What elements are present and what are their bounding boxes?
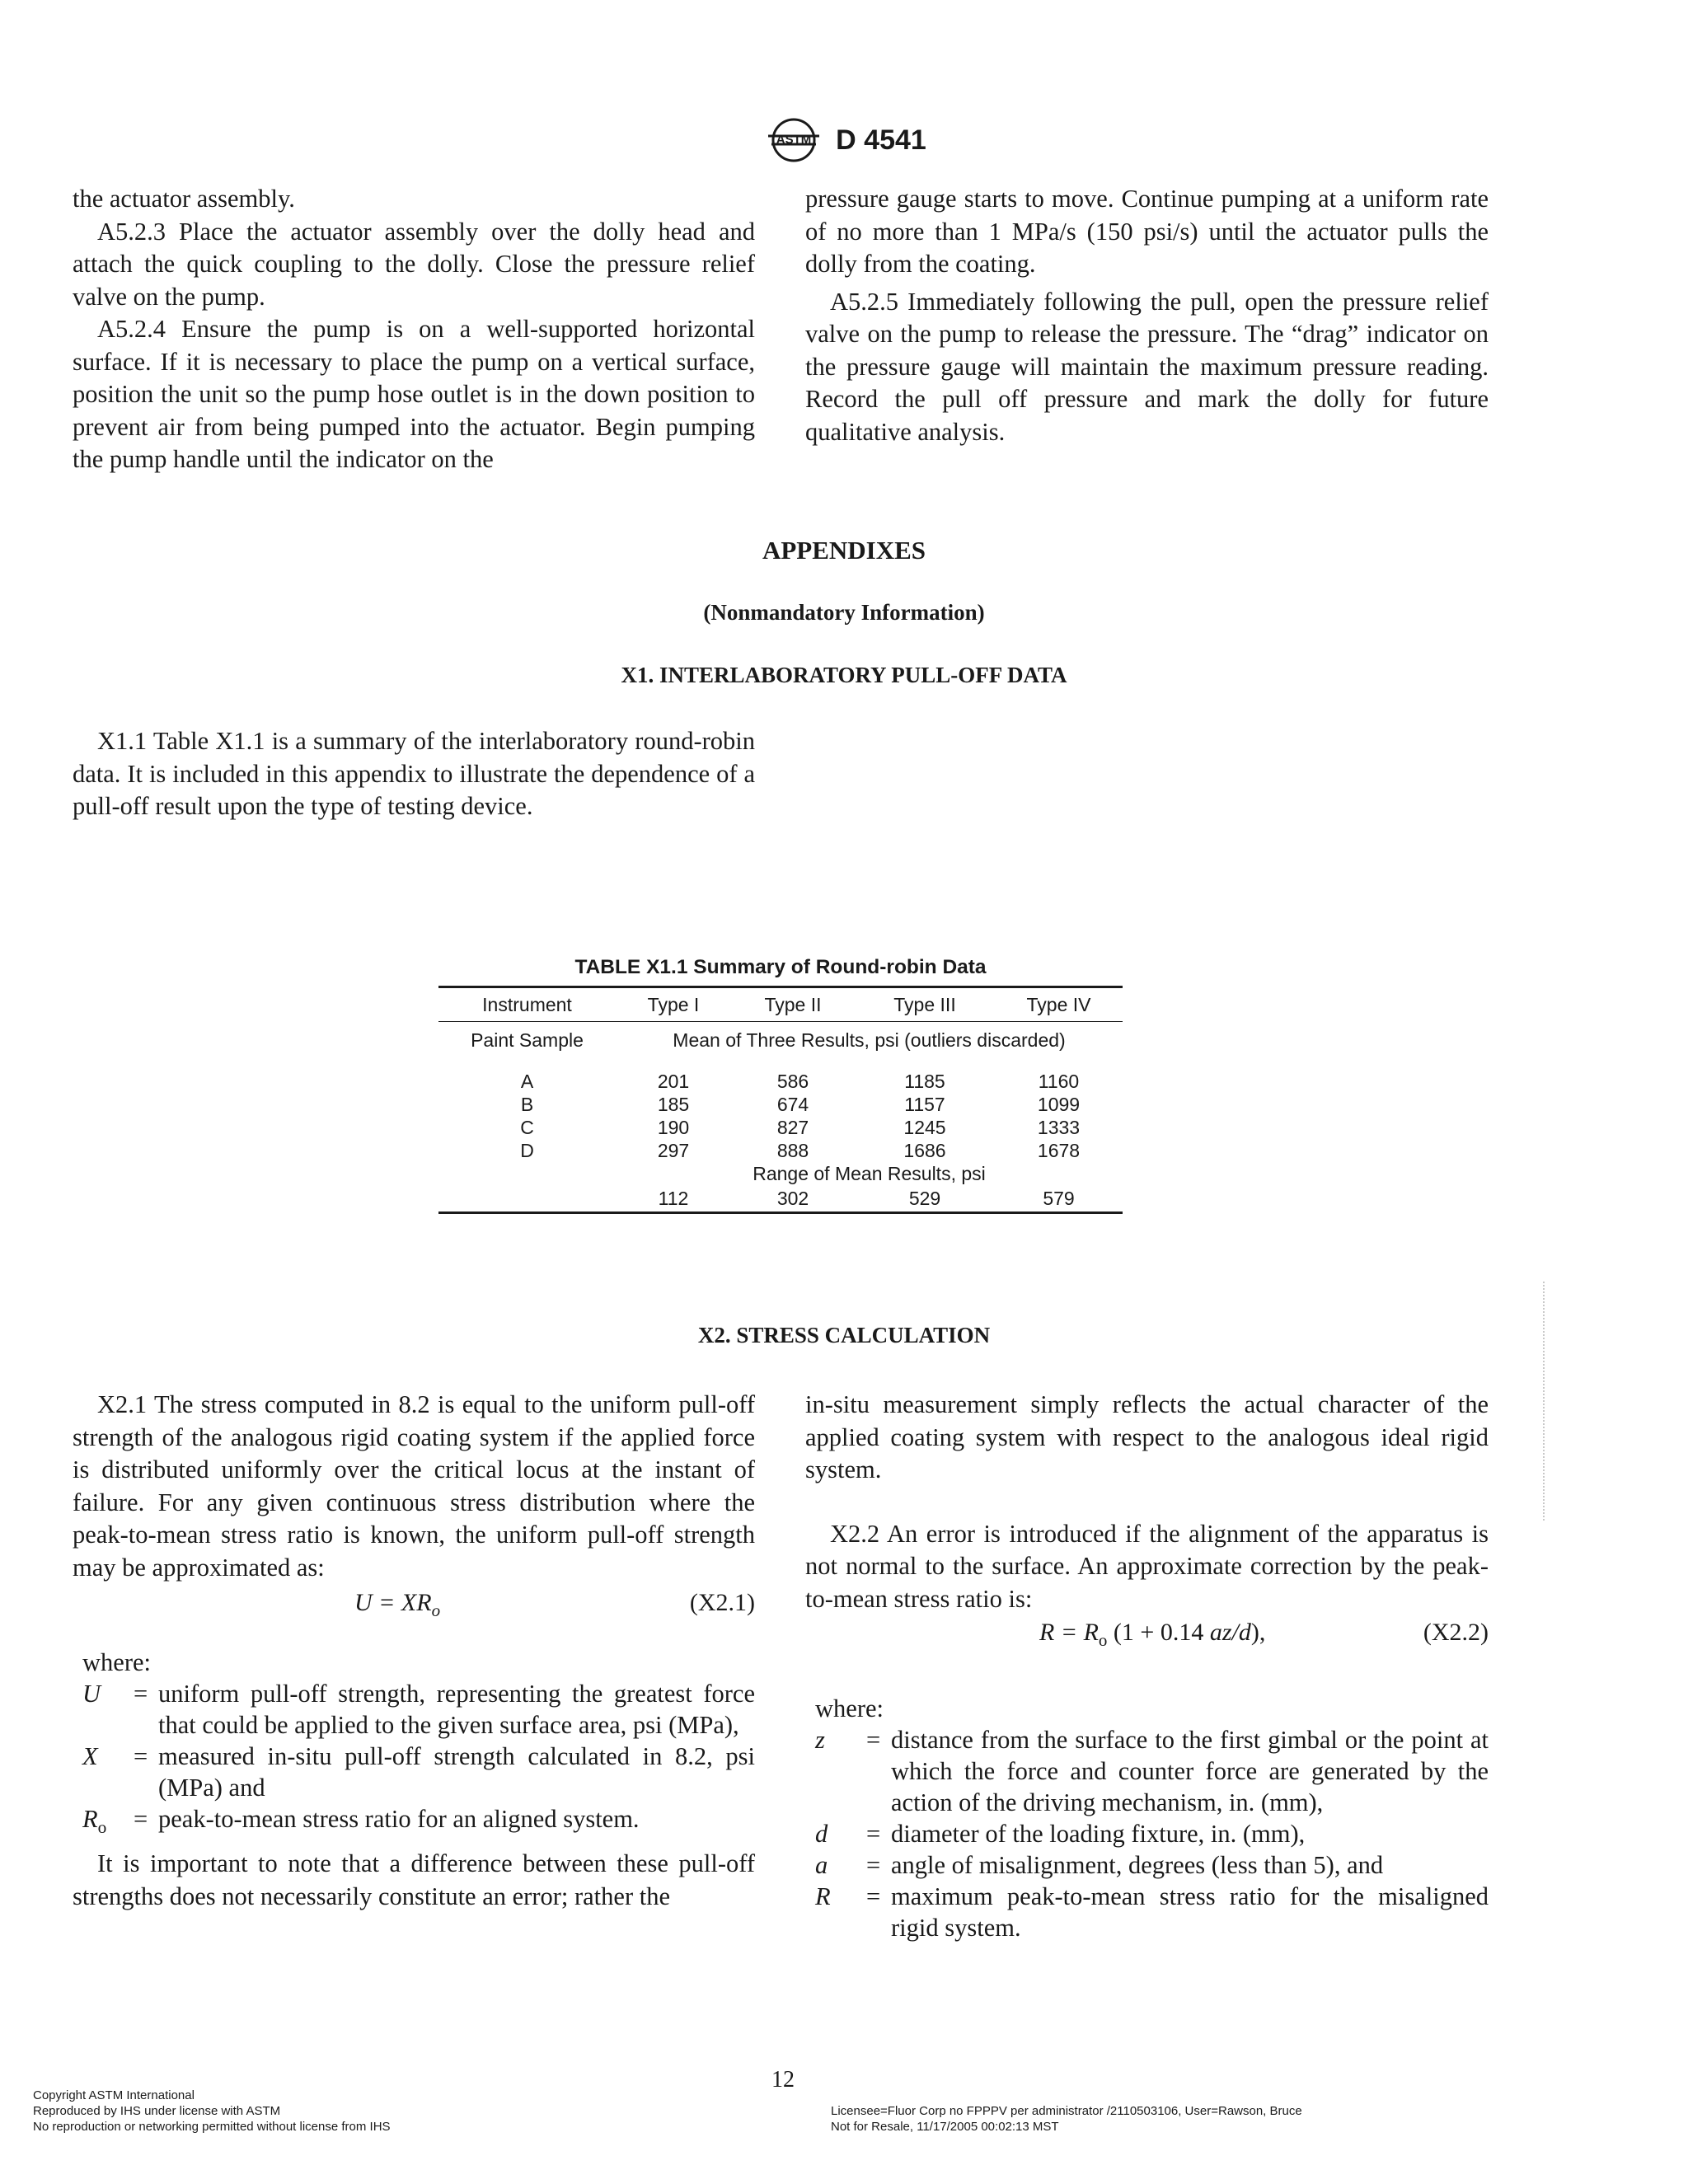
definition-symbol: $R_o$: [82, 1805, 107, 1838]
where-label: where:: [82, 1648, 151, 1676]
definition-equals: =: [866, 1820, 881, 1848]
definition-item: [805, 1818, 1489, 1849]
cell: 201: [657, 1070, 690, 1092]
paragraph-x1-1: X1.1 Table X1.1 is a summary of the interlaboratory round-robin data. It is included in this appendix to illustrate the dependence of a pull-off result upon the type of testing device.: [73, 727, 755, 820]
definition-item: [73, 1678, 755, 1741]
cell: 674: [776, 1093, 809, 1115]
table-x1-1: [438, 956, 1123, 1214]
equation-x2-2-body: $R = R_o$ (1 + 0.14 az/d),: [1039, 1619, 1266, 1650]
definition-equals: =: [134, 1680, 148, 1708]
subheader-paint-sample: Paint Sample: [471, 1029, 584, 1051]
paragraph-x2-2: X2.2 An error is introduced if the alignment of the apparatus is not normal to the surface. An approximate correction by the peak-to-mean stress ratio is:: [805, 1519, 1489, 1613]
paragraph-x2-1-note: It is important to note that a difference between these pull-off strengths does not necessarily constitute an error; rather the: [73, 1849, 755, 1910]
where-label: where:: [815, 1694, 884, 1722]
cell: 297: [657, 1139, 690, 1161]
header-instrument: Instrument: [482, 993, 572, 1015]
paragraph-continuation: the actuator assembly.: [73, 185, 295, 213]
definition-symbol: X: [82, 1742, 98, 1770]
definition-symbol: d: [815, 1820, 828, 1848]
table-subheader-row: [438, 1022, 1123, 1059]
table-row: [438, 1139, 1123, 1162]
cell: C: [520, 1116, 534, 1138]
subheader-mean-results: Mean of Three Results, psi (outliers discarded): [673, 1029, 1066, 1051]
table-row: [438, 1070, 1123, 1093]
definition-item: [805, 1849, 1489, 1881]
top-right-column: [805, 183, 1489, 448]
table-range-values-row: [438, 1185, 1123, 1213]
cell: 579: [1043, 1187, 1075, 1209]
cell: 1245: [903, 1116, 946, 1138]
footer-left: [33, 2088, 391, 2135]
definition-equals: =: [866, 1851, 881, 1879]
definition-equals: =: [866, 1882, 881, 1910]
paragraph-a5-2-5: A5.2.5 Immediately following the pull, open the pressure relief valve on the pump to release the pressure. The “drag” indicator on the pressure gauge will maintain the maximum pressure reading. Record the pull off pressure and mark the dolly for future qualitative analysis.: [805, 287, 1489, 446]
definition-text: uniform pull-off strength, representing the greatest force that could be applied to the given surface area, psi (MPa),: [158, 1680, 755, 1739]
header-type-1: Type I: [647, 993, 700, 1015]
round-robin-table: [438, 986, 1123, 1214]
footer-licensee: Licensee=Fluor Corp no FPPPV per administrator /2110503106, User=Rawson, Bruce: [831, 2104, 1302, 2118]
definition-equals: =: [134, 1805, 148, 1833]
equation-x2-2: [805, 1615, 1489, 1652]
appendix-subtitle: (Nonmandatory Information): [703, 600, 985, 625]
equation-x2-1: [73, 1586, 755, 1622]
astm-logo-icon: [762, 116, 826, 164]
cell: 302: [776, 1187, 809, 1209]
margin-mark: [1543, 1282, 1546, 1521]
paragraph-x2-1: X2.1 The stress computed in 8.2 is equal to the uniform pull-off strength of the analogous rigid coating system if the applied force is distributed uniformly over the critical locus at the instant of failure. For any given continuous stress distribution where the peak-to-mean stress ratio is known, the uniform pull-off strength may be approximated as:: [73, 1390, 755, 1582]
cell: D: [520, 1139, 534, 1161]
svg-text:ASTM: ASTM: [776, 133, 812, 147]
footer-reproduced: Reproduced by IHS under license with ASTM: [33, 2104, 281, 2118]
cell: 529: [908, 1187, 941, 1209]
top-left-column: [73, 183, 755, 476]
cell: B: [520, 1093, 534, 1115]
cell: 1678: [1037, 1139, 1081, 1161]
where-list-right: [805, 1693, 1489, 1943]
cell: 888: [776, 1139, 809, 1161]
definition-symbol: z: [815, 1726, 825, 1754]
paragraph-x2-1-continuation: in-situ measurement simply reflects the actual character of the applied coating system with respect to the analogous ideal rigid system.: [805, 1390, 1489, 1483]
definition-equals: =: [866, 1726, 881, 1754]
paragraph-continuation-right: pressure gauge starts to move. Continue pumping at a uniform rate of no more than 1 MPa/s (150 psi/s) until the actuator pulls the dolly from the coating.: [805, 185, 1489, 278]
table-row: [438, 1116, 1123, 1139]
appendix-title: APPENDIXES: [762, 536, 926, 565]
table-caption: TABLE X1.1 Summary of Round-robin Data: [574, 956, 987, 978]
definition-text: measured in-situ pull-off strength calculated in 8.2, psi (MPa) and: [158, 1742, 755, 1802]
definition-equals: =: [134, 1742, 148, 1770]
footer-not-for-resale: Not for Resale, 11/17/2005 00:02:13 MST: [831, 2120, 1059, 2134]
equation-x2-2-number: (X2.2): [1423, 1619, 1489, 1646]
cell: 827: [776, 1116, 809, 1138]
definition-symbol: R: [815, 1882, 831, 1910]
cell: 190: [657, 1116, 690, 1138]
definition-symbol: a: [815, 1851, 828, 1879]
range-label: Range of Mean Results, psi: [753, 1162, 986, 1184]
header-type-2: Type II: [764, 993, 822, 1015]
cell: 1157: [904, 1093, 945, 1115]
x1-paragraph-block: [73, 725, 755, 823]
paragraph-a5-2-4: A5.2.4 Ensure the pump is on a well-supported horizontal surface. If it is necessary to place the pump on a vertical surface, position the unit so the pump hose outlet is in the down position to prevent air from being pumped into the actuator. Begin pumping the pump handle until the indicator on the: [73, 315, 755, 473]
definition-text: peak-to-mean stress ratio for an aligned system.: [158, 1805, 640, 1833]
footer-right: [831, 2103, 1302, 2135]
cell: 1185: [904, 1070, 945, 1092]
page-header: [0, 115, 1688, 165]
paragraph-a5-2-3: A5.2.3 Place the actuator assembly over the dolly head and attach the quick coupling to the dolly. Close the pressure relief valve on the pump.: [73, 217, 755, 311]
footer-no-reproduction: No reproduction or networking permitted without license from IHS: [33, 2120, 391, 2134]
doc-number: D 4541: [836, 124, 926, 156]
cell: 1686: [903, 1139, 946, 1161]
x2-title: X2. STRESS CALCULATION: [697, 1323, 991, 1347]
definition-symbol: U: [82, 1680, 101, 1708]
definition-text: maximum peak-to-mean stress ratio for the misaligned rigid system.: [891, 1882, 1489, 1942]
x2-right-column: [805, 1389, 1489, 1943]
definition-item: [805, 1724, 1489, 1818]
definition-text: diameter of the loading fixture, in. (mm),: [891, 1820, 1306, 1848]
cell: 112: [658, 1187, 689, 1209]
x2-left-column: [73, 1389, 755, 1913]
table-range-label-row: [438, 1162, 1123, 1185]
cell: 1333: [1037, 1116, 1081, 1138]
cell: 185: [657, 1093, 690, 1115]
cell: 586: [776, 1070, 809, 1092]
footer-copyright: Copyright ASTM International: [33, 2088, 195, 2102]
definition-text: distance from the surface to the first gimbal or the point at which the force and counter force are generated by the action of the driving mechanism, in. (mm),: [891, 1726, 1489, 1816]
cell: 1099: [1037, 1093, 1081, 1115]
definition-item: [805, 1881, 1489, 1943]
where-list-left: [73, 1647, 755, 1843]
definition-item: [73, 1803, 755, 1843]
cell: A: [520, 1070, 534, 1092]
equation-x2-1-body: $U = XR_o$: [354, 1589, 441, 1620]
table-row: [438, 1093, 1123, 1116]
header-type-3: Type III: [893, 993, 956, 1015]
cell: 1160: [1038, 1070, 1080, 1092]
header-type-4: Type IV: [1026, 993, 1091, 1015]
page-number: 12: [771, 2067, 795, 2093]
x1-title: X1. INTERLABORATORY PULL-OFF DATA: [621, 663, 1067, 687]
table-header-row: [438, 987, 1123, 1022]
definition-text: angle of misalignment, degrees (less than 5), and: [891, 1851, 1384, 1879]
definition-item: [73, 1741, 755, 1803]
equation-x2-1-number: (X2.1): [689, 1589, 755, 1616]
